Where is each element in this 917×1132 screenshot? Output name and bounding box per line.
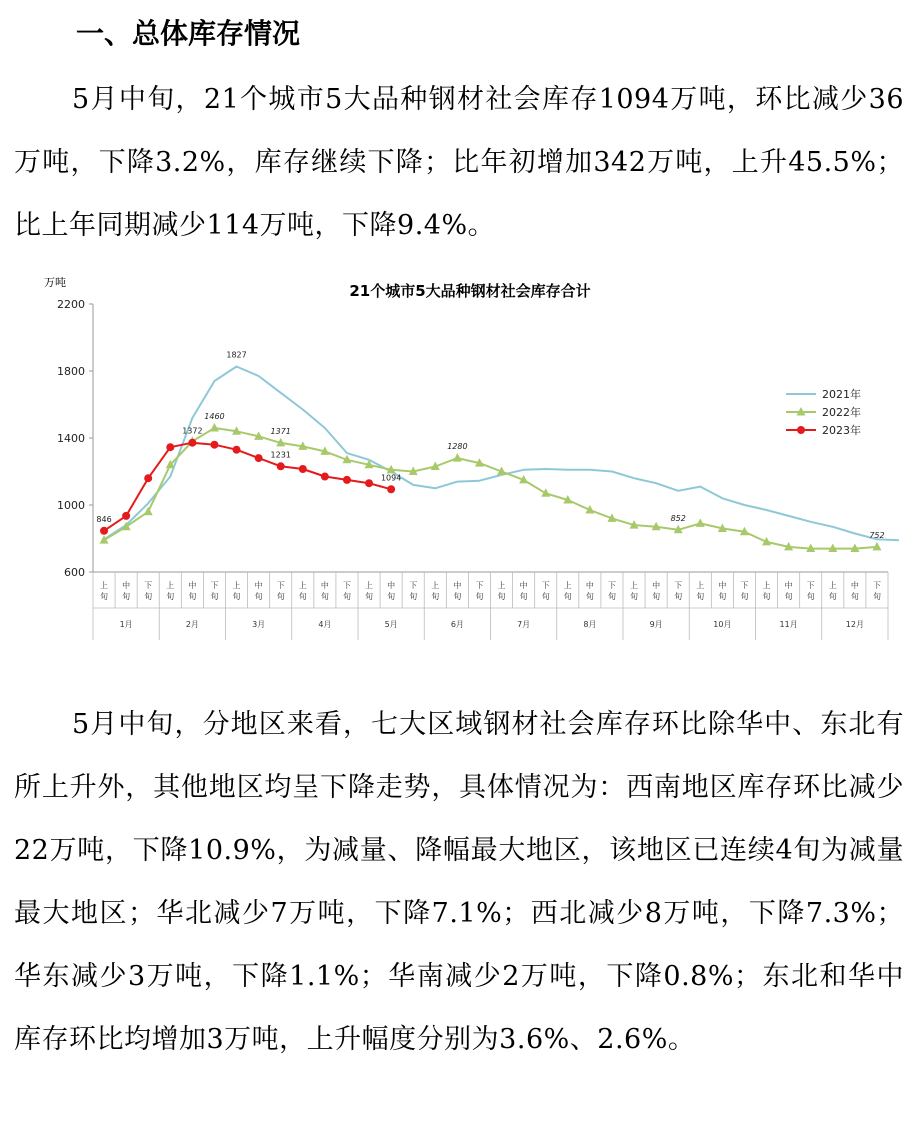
data-label: 1371: [270, 426, 291, 436]
x-tick-label: 下: [342, 581, 351, 590]
x-tick-label: 旬: [100, 592, 109, 601]
y-tick-label: 2200: [57, 298, 85, 311]
x-tick-label: 旬: [607, 592, 616, 601]
data-label: 1372: [182, 426, 203, 436]
x-tick-label: 旬: [718, 592, 727, 601]
x-tick-label: 旬: [431, 592, 440, 601]
x-tick-label: 下: [607, 581, 616, 590]
month-label: 6月: [450, 620, 464, 629]
data-point: [122, 512, 130, 520]
x-tick-label: 下: [872, 581, 881, 590]
x-tick-label: 上: [365, 581, 374, 590]
x-tick-label: 中: [784, 581, 793, 590]
y-tick-label: 1000: [57, 499, 85, 512]
x-tick-label: 旬: [342, 592, 351, 601]
data-point: [144, 507, 153, 516]
month-label: 7月: [517, 620, 531, 629]
data-point: [188, 439, 196, 447]
data-point: [321, 473, 329, 481]
x-tick-label: 旬: [630, 592, 639, 601]
month-label: 8月: [583, 620, 597, 629]
chart-svg: [10, 266, 907, 646]
x-tick-label: 旬: [740, 592, 749, 601]
x-tick-label: 旬: [806, 592, 815, 601]
data-point: [144, 474, 152, 482]
month-label: 9月: [649, 620, 663, 629]
section-heading: 一、总体库存情况: [76, 17, 301, 50]
month-label: 2月: [185, 620, 199, 629]
x-tick-label: 下: [541, 581, 550, 590]
x-tick-label: 下: [674, 581, 683, 590]
x-tick-label: 旬: [828, 592, 837, 601]
month-label: 1月: [119, 620, 133, 629]
x-tick-label: 中: [122, 581, 131, 590]
legend-label: 2021年: [822, 388, 861, 401]
month-label: 4月: [318, 620, 332, 629]
month-label: 11月: [779, 620, 798, 629]
x-tick-label: 旬: [872, 592, 881, 601]
chart-title: 21个城市5大品种钢材社会库存合计: [349, 282, 591, 300]
x-tick-label: 中: [453, 581, 462, 590]
data-label: 1231: [270, 450, 291, 460]
data-point: [696, 518, 705, 527]
x-tick-label: 上: [630, 581, 639, 590]
x-tick-label: 下: [806, 581, 815, 590]
inventory-line-chart: [10, 266, 907, 646]
x-tick-label: 中: [254, 581, 263, 590]
x-tick-label: 中: [652, 581, 661, 590]
data-label: 846: [96, 514, 112, 524]
data-point: [453, 453, 462, 462]
month-label: 5月: [384, 620, 398, 629]
x-tick-label: 上: [100, 581, 109, 590]
data-point: [343, 476, 351, 484]
month-label: 12月: [845, 620, 864, 629]
x-tick-label: 下: [475, 581, 484, 590]
x-tick-label: 中: [519, 581, 528, 590]
x-tick-label: 旬: [210, 592, 219, 601]
data-point: [166, 443, 174, 451]
data-label: 1460: [204, 411, 225, 421]
x-tick-label: 旬: [652, 592, 661, 601]
x-tick-label: 上: [696, 581, 705, 590]
x-tick-label: 旬: [276, 592, 285, 601]
data-point: [299, 465, 307, 473]
x-tick-label: 中: [850, 581, 859, 590]
data-point: [100, 527, 108, 535]
x-tick-label: 下: [210, 581, 219, 590]
data-point: [210, 441, 218, 449]
data-point: [233, 446, 241, 454]
legend: [786, 387, 861, 437]
x-tick-label: 旬: [122, 592, 131, 601]
data-label: 752: [869, 530, 885, 540]
x-tick-label: 上: [166, 581, 175, 590]
data-label: 1094: [380, 473, 402, 483]
y-tick-label: 600: [64, 566, 85, 579]
x-tick-label: 下: [409, 581, 418, 590]
x-tick-label: 旬: [320, 592, 329, 601]
data-label: 1280: [447, 442, 468, 452]
x-tick-label: 上: [431, 581, 440, 590]
axes: [57, 298, 888, 640]
data-point: [277, 462, 285, 470]
x-tick-label: 旬: [387, 592, 396, 601]
data-label: 1827: [226, 350, 247, 360]
x-tick-label: 旬: [188, 592, 197, 601]
x-tick-label: 中: [188, 581, 197, 590]
x-tick-label: 旬: [409, 592, 418, 601]
x-tick-label: 旬: [298, 592, 307, 601]
data-point: [872, 542, 881, 551]
month-label: 3月: [252, 620, 266, 629]
x-tick-label: 旬: [563, 592, 572, 601]
x-tick-label: 旬: [519, 592, 528, 601]
data-point: [255, 454, 263, 462]
x-tick-label: 中: [718, 581, 727, 590]
x-tick-label: 旬: [232, 592, 241, 601]
x-tick-label: 旬: [585, 592, 594, 601]
x-tick-label: 下: [740, 581, 749, 590]
y-tick-label: 1800: [57, 365, 85, 378]
x-tick-label: 旬: [475, 592, 484, 601]
x-tick-label: 旬: [762, 592, 771, 601]
x-tick-label: 旬: [254, 592, 263, 601]
legend-label: 2023年: [822, 424, 861, 437]
summary-paragraph: 5月中旬，21个城市5大品种钢材社会库存1094万吨，环比减少36万吨，下降3.2%，库存继续下降；比年初增加342万吨，上升45.5%；比上年同期减少114万吨，下降9.4%。: [14, 84, 904, 241]
data-point: [365, 479, 373, 487]
x-tick-label: 下: [276, 581, 285, 590]
x-tick-label: 中: [387, 581, 396, 590]
x-tick-label: 上: [563, 581, 572, 590]
x-tick-label: 旬: [453, 592, 462, 601]
x-tick-label: 上: [762, 581, 771, 590]
x-tick-label: 旬: [166, 592, 175, 601]
x-tick-label: 旬: [850, 592, 859, 601]
x-tick-label: 旬: [541, 592, 550, 601]
legend-marker: [797, 426, 805, 434]
x-tick-label: 上: [828, 581, 837, 590]
x-tick-label: 上: [298, 581, 307, 590]
x-tick-label: 中: [320, 581, 329, 590]
x-tick-label: 旬: [674, 592, 683, 601]
x-tick-label: 旬: [784, 592, 793, 601]
y-tick-label: 1400: [57, 432, 85, 445]
x-tick-label: 上: [232, 581, 241, 590]
data-point: [387, 485, 395, 493]
x-tick-label: 旬: [144, 592, 153, 601]
month-label: 10月: [713, 620, 732, 629]
x-tick-label: 旬: [365, 592, 374, 601]
x-tick-label: 旬: [497, 592, 506, 601]
x-tick-label: 中: [585, 581, 594, 590]
x-tick-label: 旬: [696, 592, 705, 601]
data-point: [210, 423, 219, 432]
y-axis-unit-label: 万吨: [44, 276, 66, 289]
x-tick-label: 上: [497, 581, 506, 590]
series-lines: [100, 367, 899, 553]
data-label: 852: [670, 513, 686, 523]
series-line: [104, 367, 899, 541]
legend-label: 2022年: [822, 406, 861, 419]
series-line: [104, 443, 391, 531]
x-tick-label: 下: [144, 581, 153, 590]
regional-paragraph: 5月中旬，分地区来看，七大区域钢材社会库存环比除华中、东北有所上升外，其他地区均呈下降走势，具体情况为：西南地区库存环比减少22万吨，下降10.9%，为减量、降幅最大地区，该地区已连续4旬为减量最大地区；华北减少7万吨，下降7.1%；西北减少8万吨，下降7.3%；华东减少3万吨，下降1.1%；华南减少2万吨，下降0.8%；东北和华中库存环比均增加3万吨，上升幅度分别为3.6%、2.6%。: [14, 709, 904, 1055]
